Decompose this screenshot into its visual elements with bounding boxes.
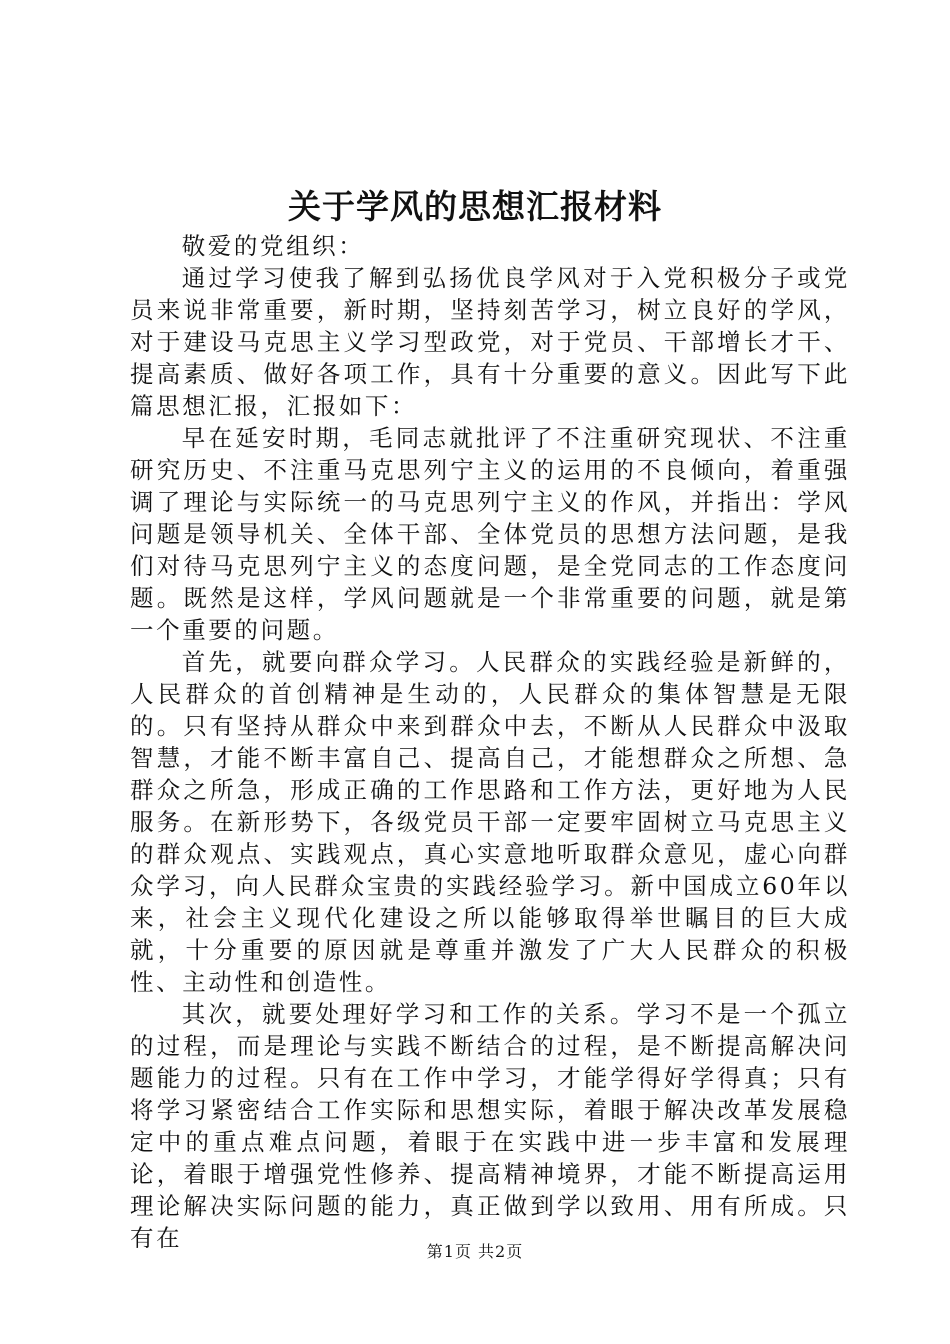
paragraph-3: 首先，就要向群众学习。人民群众的实践经验是新鲜的，人民群众的首创精神是生动的，人民群众的集体智慧是无限的。只有坚持从群众中来到群众中去，不断从人民群众中汲取智慧，才能不断丰富自己、提高自己，才能想群众之所想、急群众之所急，形成正确的工作思路和工作方法，更好地为人民服务。在新形势下，各级党员干部一定要牢固树立马克思主义的群众观点、实践观点，真心实意地听取群众意见，虚心向群众学习，向人民群众宝贵的实践经验学习。新中国成立60年以来，社会主义现代化建设之所以能够取得举世瞩目的巨大成就，十分重要的原因就是尊重并激发了广大人民群众的积极性、主动性和创造性。: [130, 648, 850, 996]
salutation: 敬爱的党组织：: [181, 232, 365, 260]
page-number-footer: 第1页 共2页: [426, 1242, 524, 1261]
document-body: [130, 230, 850, 1254]
paragraph-4: 其次，就要处理好学习和工作的关系。学习不是一个孤立的过程，而是理论与实践不断结合的过程，是不断提高解决问题能力的过程。只有在工作中学习，才能学得好学得真；只有将学习紧密结合工作实际和思想实际，着眼于解决改革发展稳定中的重点难点问题，着眼于在实践中进一步丰富和发展理论，着眼于增强党性修养、提高精神境界，才能不断提高运用理论解决实际问题的能力，真正做到学以致用、用有所成。只有在: [130, 1000, 850, 1252]
paragraph-2: 早在延安时期，毛同志就批评了不注重研究现状、不注重研究历史、不注重马克思列宁主义的运用的不良倾向，着重强调了理论与实际统一的马克思列宁主义的作风，并指出：学风问题是领导机关、全体干部、全体党员的思想方法问题，是我们对待马克思列宁主义的态度问题，是全党同志的工作态度问题。既然是这样，学风问题就是一个非常重要的问题，就是第一个重要的问题。: [130, 424, 850, 644]
paragraph-1: 通过学习使我了解到弘扬优良学风对于入党积极分子或党员来说非常重要，新时期，坚持刻苦学习，树立良好的学风，对于建设马克思主义学习型政党，对于党员、干部增长才干、提高素质、做好各项工作，具有十分重要的意义。因此写下此篇思想汇报，汇报如下：: [130, 264, 850, 420]
document-title: 关于学风的思想汇报材料: [288, 187, 662, 226]
